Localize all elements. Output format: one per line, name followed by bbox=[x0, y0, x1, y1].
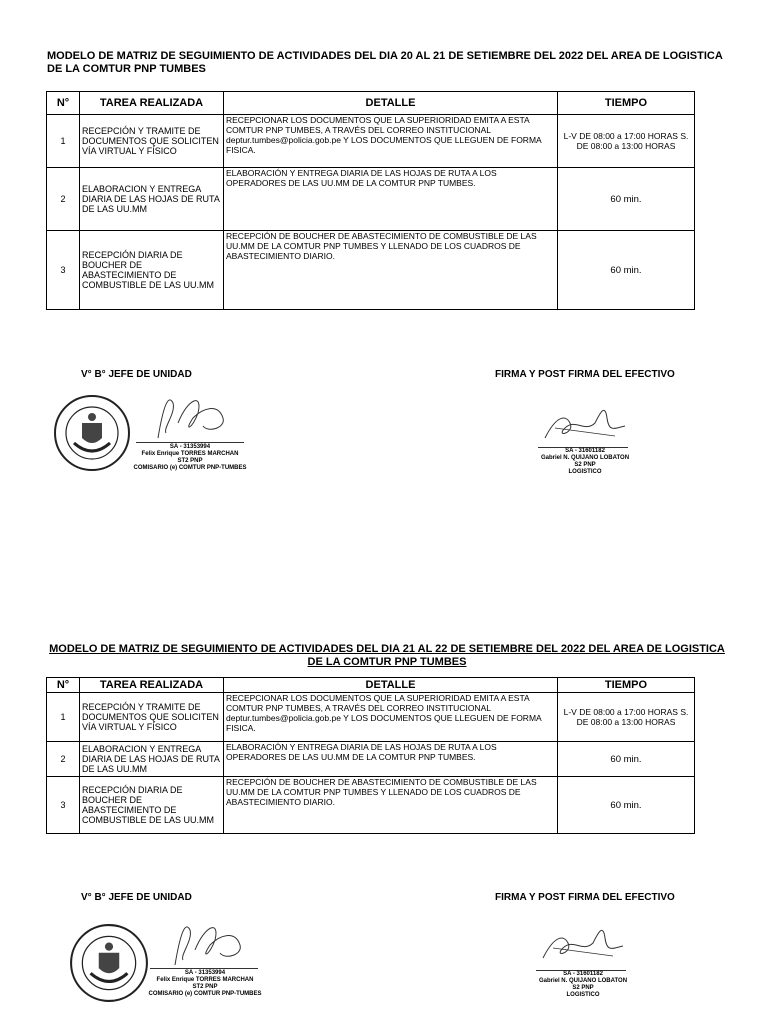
header-task: TAREA REALIZADA bbox=[80, 92, 224, 115]
row-time: 60 min. bbox=[558, 777, 695, 834]
commander-name: Felix Enrique TORRES MARCHAN bbox=[141, 451, 239, 457]
section-1-title: MODELO DE MATRIZ DE SEGUIMIENTO DE ACTIVIDADES DEL DIA 20 AL 21 DE SETIEMBRE DEL 2022 DEL AREA DE LOGISTICA DE LA COMTUR PNP TUMBES bbox=[47, 50, 723, 75]
row-number: 2 bbox=[47, 168, 80, 231]
staff-role: LOGISTICO bbox=[568, 469, 602, 475]
supervisor-approval-label: V° B° JEFE DE UNIDAD bbox=[81, 369, 192, 380]
row-time: 60 min. bbox=[558, 742, 695, 777]
header-time: TIEMPO bbox=[558, 92, 695, 115]
commander-signature-block bbox=[135, 970, 275, 998]
section-2-title: MODELO DE MATRIZ DE SEGUIMIENTO DE ACTIVIDADES DEL DIA 21 AL 22 DE SETIEMBRE DEL 2022 DEL AREA DE LOGISTICA DE LA COMTUR PNP TUMBES bbox=[49, 643, 725, 668]
row-time: L-V DE 08:00 a 17:00 HORAS S. DE 08:00 a 13:00 HORAS bbox=[558, 115, 695, 168]
commander-role: COMISARIO (e) COMTUR PNP-TUMBES bbox=[148, 991, 262, 997]
row-task: ELABORACION Y ENTREGA DIARIA DE LAS HOJAS DE RUTA DE LAS UU.MM bbox=[80, 168, 224, 231]
row-task: ELABORACION Y ENTREGA DIARIA DE LAS HOJAS DE RUTA DE LAS UU.MM bbox=[80, 742, 224, 777]
row-task: RECEPCIÓN DIARIA DE BOUCHER DE ABASTECIMIENTO DE COMBUSTIBLE DE LAS UU.MM bbox=[80, 777, 224, 834]
commander-signature bbox=[165, 915, 265, 970]
table-row bbox=[47, 168, 695, 231]
row-number: 3 bbox=[47, 777, 80, 834]
row-detail: RECEPCIONAR LOS DOCUMENTOS QUE LA SUPERIORIDAD EMITA A ESTA COMTUR PNP TUMBES, A TRAVÉS DEL CORREO INSTITUCIONAL deptur.tumbes@policia.gob.pe Y LOS DOCUMENTOS QUE LLEGUEN DE FORMA FISICA. bbox=[224, 693, 558, 742]
staff-signature-block bbox=[518, 971, 648, 999]
row-time: L-V DE 08:00 a 17:00 HORAS S. DE 08:00 a 13:00 HORAS bbox=[558, 693, 695, 742]
header-number: N° bbox=[47, 92, 80, 115]
table-row bbox=[47, 231, 695, 310]
staff-name: Gabriel N. QUIJANO LOBATON bbox=[540, 455, 630, 461]
staff-rank: S2 PNP bbox=[574, 462, 596, 468]
activity-table-1 bbox=[46, 91, 695, 310]
supervisor-approval-label: V° B° JEFE DE UNIDAD bbox=[81, 892, 192, 903]
row-task: RECEPCIÓN Y TRAMITE DE DOCUMENTOS QUE SOLICITEN VÍA VIRTUAL Y FÍSICO bbox=[80, 115, 224, 168]
staff-signature bbox=[535, 398, 635, 450]
commander-role: COMISARIO (e) COMTUR PNP-TUMBES bbox=[133, 465, 247, 471]
staff-id: SA - 31601182 bbox=[565, 448, 605, 454]
row-detail: RECEPCIÓN DE BOUCHER DE ABASTECIMIENTO DE COMBUSTIBLE DE LAS UU.MM DE LA COMTUR PNP TUMBES Y LLENADO DE LOS CUADROS DE ABASTECIMIENTO DIARIO. bbox=[224, 777, 558, 834]
row-number: 1 bbox=[47, 693, 80, 742]
header-detail: DETALLE bbox=[224, 92, 558, 115]
staff-name: Gabriel N. QUIJANO LOBATON bbox=[538, 978, 628, 984]
row-detail: RECEPCIONAR LOS DOCUMENTOS QUE LA SUPERIORIDAD EMITA A ESTA COMTUR PNP TUMBES, A TRAVÉS DEL CORREO INSTITUCIONAL deptur.tumbes@policia.gob.pe Y LOS DOCUMENTOS QUE LLEGUEN DE FORMA FISICA. bbox=[224, 115, 558, 168]
table-header-row bbox=[47, 678, 695, 693]
commander-signature-block bbox=[120, 444, 260, 472]
commander-id: SA - 31353994 bbox=[184, 970, 226, 976]
staff-rank: S2 PNP bbox=[572, 985, 594, 991]
table-row bbox=[47, 742, 695, 777]
row-number: 1 bbox=[47, 115, 80, 168]
signature-line bbox=[150, 968, 258, 969]
staff-id: SA - 31601182 bbox=[563, 971, 603, 977]
table-row bbox=[47, 115, 695, 168]
header-number: N° bbox=[47, 678, 80, 693]
staff-signature-block bbox=[520, 448, 650, 476]
activity-table-2 bbox=[46, 677, 695, 834]
commander-signature bbox=[148, 388, 248, 443]
row-number: 3 bbox=[47, 231, 80, 310]
header-detail: DETALLE bbox=[224, 678, 558, 693]
row-number: 2 bbox=[47, 742, 80, 777]
table-header-row bbox=[47, 92, 695, 115]
table-row bbox=[47, 693, 695, 742]
table-row bbox=[47, 777, 695, 834]
staff-role: LOGISTICO bbox=[566, 992, 600, 998]
row-detail: RECEPCIÓN DE BOUCHER DE ABASTECIMIENTO DE COMBUSTIBLE DE LAS UU.MM DE LA COMTUR PNP TUMBES Y LLENADO DE LOS CUADROS DE ABASTECIMIENTO DIARIO. bbox=[224, 231, 558, 310]
row-detail: ELABORACIÓN Y ENTREGA DIARIA DE LAS HOJAS DE RUTA A LOS OPERADORES DE LAS UU.MM DE LA COMTUR PNP TUMBES. bbox=[224, 742, 558, 777]
row-task: RECEPCIÓN DIARIA DE BOUCHER DE ABASTECIMIENTO DE COMBUSTIBLE DE LAS UU.MM bbox=[80, 231, 224, 310]
row-time: 60 min. bbox=[558, 168, 695, 231]
staff-signature-label: FIRMA Y POST FIRMA DEL EFECTIVO bbox=[495, 892, 675, 903]
staff-signature-label: FIRMA Y POST FIRMA DEL EFECTIVO bbox=[495, 369, 675, 380]
header-time: TIEMPO bbox=[558, 678, 695, 693]
commander-name: Felix Enrique TORRES MARCHAN bbox=[156, 977, 254, 983]
staff-signature bbox=[533, 918, 633, 970]
commander-rank: ST2 PNP bbox=[177, 458, 203, 464]
header-task: TAREA REALIZADA bbox=[80, 678, 224, 693]
row-detail: ELABORACIÓN Y ENTREGA DIARIA DE LAS HOJAS DE RUTA A LOS OPERADORES DE LAS UU.MM DE LA COMTUR PNP TUMBES. bbox=[224, 168, 558, 231]
commander-rank: ST2 PNP bbox=[192, 984, 218, 990]
signature-line bbox=[136, 442, 244, 443]
row-task: RECEPCIÓN Y TRAMITE DE DOCUMENTOS QUE SOLICITEN VÍA VIRTUAL Y FÍSICO bbox=[80, 693, 224, 742]
commander-id: SA - 31353994 bbox=[169, 444, 211, 450]
row-time: 60 min. bbox=[558, 231, 695, 310]
